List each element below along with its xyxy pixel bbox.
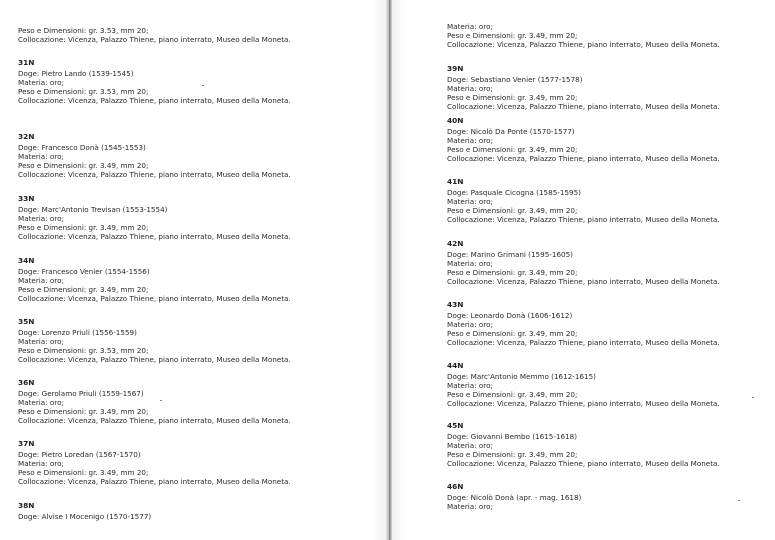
- left-page: [0, 0, 386, 540]
- entry-line: Materia: oro;: [447, 22, 493, 31]
- entry-line: Doge: Gerolamo Priuli (1559-1567): [18, 389, 144, 399]
- entry-line: Doge: Nicolò Donà (apr. - mag. 1618): [447, 493, 582, 503]
- entry-number: 38N: [18, 501, 35, 510]
- entry-line: Peso e Dimensioni: gr. 3.49, mm 20;: [447, 390, 578, 400]
- catalog-entry: [18, 378, 291, 425]
- entry-line: Materia: oro;: [447, 197, 493, 207]
- entry-line: Peso e Dimensioni: gr. 3.49, mm 20;: [18, 285, 149, 295]
- entry-line: Doge: Lorenzo Priuli (1556-1559): [18, 328, 137, 338]
- catalog-entry: [18, 501, 151, 521]
- catalog-entry: [447, 64, 720, 111]
- entry-line: Materia: oro;: [447, 441, 493, 451]
- entry-number: 39N: [447, 64, 464, 73]
- entry-line: Collocazione: Vicenza, Palazzo Thiene, piano interrato, Museo della Moneta.: [18, 96, 291, 106]
- entry-line: Peso e Dimensioni: gr. 3.49, mm 20;: [447, 450, 578, 460]
- entry-line: Materia: oro;: [447, 502, 493, 512]
- entry-line: Peso e Dimensioni: gr. 3.49, mm 20;: [447, 145, 578, 155]
- entry-line: Collocazione: Vicenza, Palazzo Thiene, piano interrato, Museo della Moneta.: [447, 40, 720, 50]
- entry-line: Collocazione: Vicenza, Palazzo Thiene, piano interrato, Museo della Moneta.: [447, 154, 720, 164]
- catalog-entry: [18, 256, 291, 303]
- entry-line: Doge: Sebastiano Venier (1577-1578): [447, 75, 583, 85]
- page-shadow: [392, 0, 406, 540]
- entry-line: Peso e Dimensioni: gr. 3.49, mm 20;: [18, 407, 149, 417]
- entry-line: Materia: oro;: [18, 152, 64, 162]
- catalog-entry: [18, 439, 291, 486]
- entry-number: 34N: [18, 256, 35, 265]
- entry-line: Doge: Pietro Lando (1539-1545): [18, 69, 134, 79]
- entry-number: 45N: [447, 421, 464, 430]
- entry-number: 44N: [447, 361, 464, 370]
- entry-line: Collocazione: Vicenza, Palazzo Thiene, piano interrato, Museo della Moneta.: [18, 294, 291, 304]
- entry-number: 35N: [18, 317, 35, 326]
- entry-line: Peso e Dimensioni: gr. 3.49, mm 20;: [447, 206, 578, 216]
- entry-line: Peso e Dimensioni: gr. 3.53, mm 20;: [18, 26, 149, 35]
- catalog-entry: [18, 317, 291, 364]
- entry-line: Materia: oro;: [18, 459, 64, 469]
- scan-speck: [738, 500, 740, 501]
- entry-line: Peso e Dimensioni: gr. 3.53, mm 20;: [18, 346, 149, 356]
- scan-speck: [202, 85, 204, 86]
- catalog-entry: [18, 194, 291, 241]
- entry-line: Collocazione: Vicenza, Palazzo Thiene, piano interrato, Museo della Moneta.: [18, 355, 291, 365]
- entry-line: Materia: oro;: [447, 320, 493, 330]
- entry-line: Materia: oro;: [18, 78, 64, 88]
- entry-line: Collocazione: Vicenza, Palazzo Thiene, piano interrato, Museo della Moneta.: [447, 215, 720, 225]
- entry-number: 37N: [18, 439, 35, 448]
- entry-number: 42N: [447, 239, 464, 248]
- entry-line: Materia: oro;: [447, 381, 493, 391]
- entry-line: Materia: oro;: [18, 398, 64, 408]
- entry-line: Doge: Nicolò Da Ponte (1570-1577): [447, 127, 575, 137]
- entry-line: Doge: Giovanni Bembo (1615-1618): [447, 432, 578, 442]
- entry-line: Peso e Dimensioni: gr. 3.49, mm 20;: [18, 223, 149, 233]
- page-shadow: [372, 0, 386, 540]
- entry-line: Collocazione: Vicenza, Palazzo Thiene, piano interrato, Museo della Moneta.: [447, 102, 720, 112]
- entry-line: Doge: Francesco Venier (1554-1556): [18, 267, 150, 277]
- entry-number: 36N: [18, 378, 35, 387]
- entry-line: Doge: Francesco Donà (1545-1553): [18, 143, 146, 153]
- entry-line: Peso e Dimensioni: gr. 3.49, mm 20;: [447, 268, 578, 278]
- catalog-entry: [18, 58, 291, 105]
- entry-number: 32N: [18, 132, 35, 141]
- entry-line: Peso e Dimensioni: gr. 3.49, mm 20;: [447, 31, 578, 41]
- entry-line: Collocazione: Vicenza, Palazzo Thiene, piano interrato, Museo della Moneta.: [18, 170, 291, 180]
- entry-line: Peso e Dimensioni: gr. 3.49, mm 20;: [18, 161, 149, 171]
- entry-line: Doge: Pietro Loredan (1567-1570): [18, 450, 141, 460]
- entry-number: 33N: [18, 194, 35, 203]
- catalog-entry: [447, 177, 720, 224]
- entry-line: Materia: oro;: [447, 136, 493, 146]
- entry-line: Doge: Alvise I Mocenigo (1570-1577): [18, 512, 152, 522]
- entry-line: Materia: oro;: [447, 84, 493, 94]
- catalog-entry: [447, 300, 720, 347]
- entry-line: Collocazione: Vicenza, Palazzo Thiene, piano interrato, Museo della Moneta.: [18, 477, 291, 487]
- entry-line: Collocazione: Vicenza, Palazzo Thiene, piano interrato, Museo della Moneta.: [447, 338, 720, 348]
- entry-line: Materia: oro;: [18, 337, 64, 347]
- entry-line: Collocazione: Vicenza, Palazzo Thiene, piano interrato, Museo della Moneta.: [18, 232, 291, 242]
- catalog-entry: [447, 116, 720, 163]
- entry-line: Doge: Marc'Antonio Memmo (1612-1615): [447, 372, 596, 382]
- entry-line: Doge: Marino Grimani (1595-1605): [447, 250, 573, 260]
- entry-number: 43N: [447, 300, 464, 309]
- right-page: [392, 0, 775, 540]
- catalog-entry: [447, 482, 581, 511]
- catalog-entry: [18, 132, 291, 179]
- entry-line: Materia: oro;: [18, 276, 64, 286]
- entry-number: 31N: [18, 58, 35, 67]
- catalog-entry: [447, 421, 720, 468]
- scan-speck: [160, 400, 162, 401]
- entry-number: 46N: [447, 482, 464, 491]
- entry-line: Peso e Dimensioni: gr. 3.53, mm 20;: [18, 87, 149, 97]
- catalog-entry: [447, 239, 720, 286]
- entry-line: Collocazione: Vicenza, Palazzo Thiene, piano interrato, Museo della Moneta.: [18, 416, 291, 426]
- entry-line: Materia: oro;: [18, 214, 64, 224]
- entry-line: Doge: Marc'Antonio Trevisan (1553-1554): [18, 205, 168, 215]
- entry-line: Peso e Dimensioni: gr. 3.49, mm 20;: [447, 329, 578, 339]
- entry-line: Collocazione: Vicenza, Palazzo Thiene, piano interrato, Museo della Moneta.: [447, 277, 720, 287]
- entry-line: Doge: Pasquale Cicogna (1585-1595): [447, 188, 581, 198]
- continuation-block: [447, 22, 720, 49]
- entry-line: Peso e Dimensioni: gr. 3.49, mm 20;: [447, 93, 578, 103]
- entry-line: Doge: Leonardo Donà (1606-1612): [447, 311, 573, 321]
- entry-line: Peso e Dimensioni: gr. 3.49, mm 20;: [18, 468, 149, 478]
- continuation-block: [18, 26, 291, 44]
- entry-line: Collocazione: Vicenza, Palazzo Thiene, piano interrato, Museo della Moneta.: [447, 459, 720, 469]
- entry-line: Collocazione: Vicenza, Palazzo Thiene, piano interrato, Museo della Moneta.: [18, 35, 291, 45]
- entry-line: Materia: oro;: [447, 259, 493, 269]
- entry-number: 40N: [447, 116, 464, 125]
- entry-number: 41N: [447, 177, 464, 186]
- catalog-entry: [447, 361, 720, 408]
- scan-speck: [752, 397, 754, 398]
- entry-line: Collocazione: Vicenza, Palazzo Thiene, piano interrato, Museo della Moneta.: [447, 399, 720, 409]
